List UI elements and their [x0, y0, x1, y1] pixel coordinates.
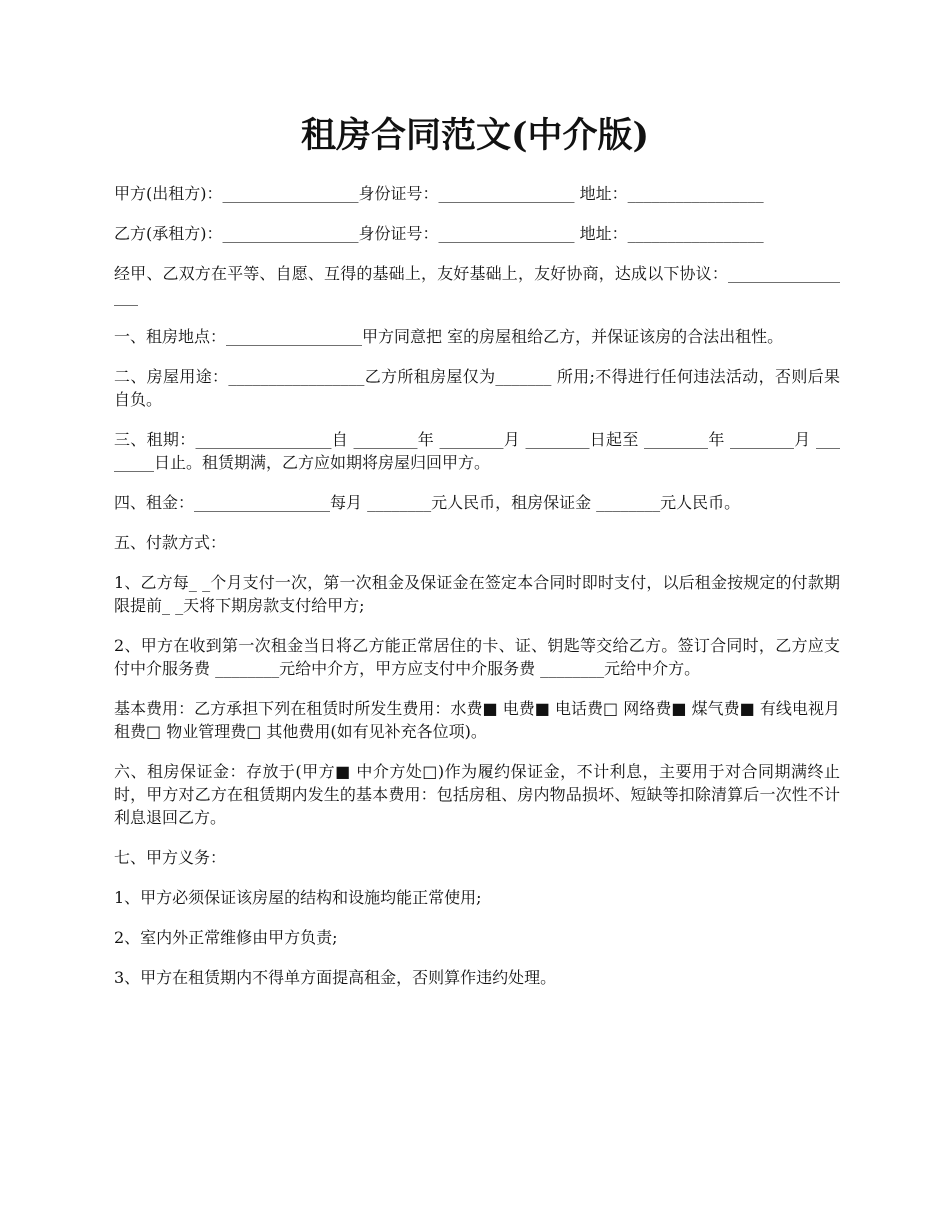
- landlord-duty-3: 3、甲方在租赁期内不得单方面提高租金，否则算作违约处理。: [114, 968, 557, 987]
- clause-payment-heading: 五、付款方式：: [114, 533, 227, 552]
- party-b-line: 乙方(承租方)：_________________身份证号：_________________ 地址：_________________: [114, 224, 764, 243]
- agreement-intro: 经甲、乙双方在平等、自愿、互得的基础上，友好基础上，友好协商，达成以下协议：_________________: [114, 264, 840, 306]
- payment-item-1: 1、乙方每_ _个月支付一次，第一次租金及保证金在签定本合同时即时支付，以后租金按规定的付款期限提前_ _天将下期房款支付给甲方;: [114, 573, 840, 615]
- party-a-line: 甲方(出租方)：_________________身份证号：_________________ 地址：_________________: [114, 184, 764, 203]
- clause-deposit: 六、租房保证金：存放于(甲方■ 中介方处□)作为履约保证金，不计利息，主要用于对合同期满终止时，甲方对乙方在租赁期内发生的基本费用：包括房租、房内物品损坏、短缺等扣除清算后一次性不计利息退回乙方。: [114, 762, 840, 827]
- payment-item-2: 2、甲方在收到第一次租金当日将乙方能正常居住的卡、证、钥匙等交给乙方。签订合同时，乙方应支付中介服务费 ________元给中介方，甲方应支付中介服务费 ________元给中介方。: [114, 636, 840, 678]
- basic-fees: 基本费用：乙方承担下列在租赁时所发生费用：水费■ 电费■ 电话费□ 网络费■ 煤气费■ 有线电视月租费□ 物业管理费□ 其他费用(如有见补充各位项)。: [114, 699, 840, 741]
- document-body: [114, 182, 840, 1006]
- clause-term: 三、租期：_________________自 ________年 ________月 ________日起至 ________年 ________月 ________日止。租赁期满，乙方应如期将房屋归回甲方。: [114, 430, 840, 472]
- landlord-duty-2: 2、室内外正常维修由甲方负责;: [114, 928, 338, 947]
- document-title: 租房合同范文(中介版): [300, 115, 650, 156]
- clause-landlord-duties-heading: 七、甲方义务：: [114, 848, 227, 867]
- clause-usage: 二、房屋用途：_________________乙方所租房屋仅为_______ 所用;不得进行任何违法活动，否则后果自负。: [114, 367, 840, 409]
- clause-location: 一、租房地点：_________________甲方同意把 室的房屋租给乙方，并保证该房的合法出租性。: [114, 327, 784, 346]
- clause-rent: 四、租金：_________________每月 ________元人民币，租房保证金 ________元人民币。: [114, 493, 741, 512]
- landlord-duty-1: 1、甲方必须保证该房屋的结构和设施均能正常使用;: [114, 888, 482, 907]
